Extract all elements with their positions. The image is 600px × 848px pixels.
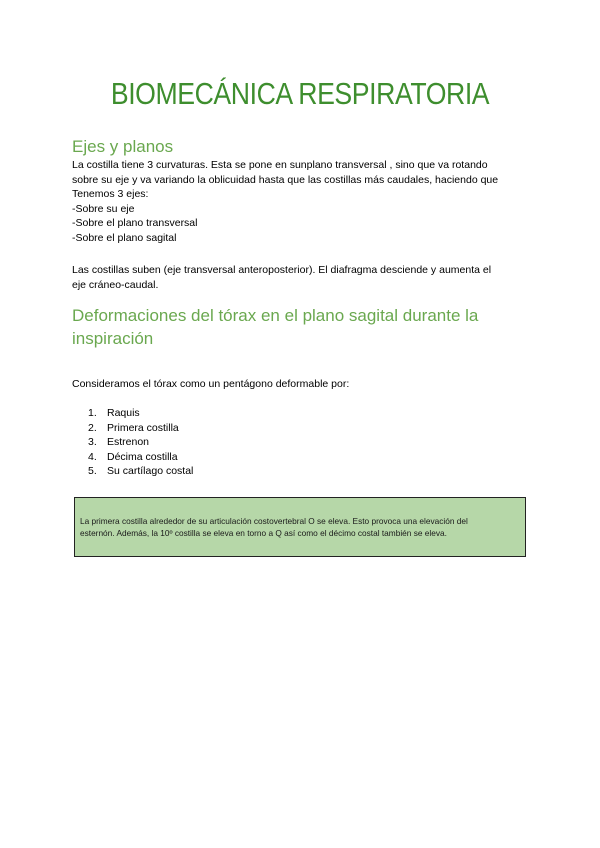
- text-line: Tenemos 3 ejes:: [72, 188, 149, 201]
- list-text: Décima costilla: [107, 450, 178, 463]
- list-number: 5.: [88, 465, 97, 478]
- text-line: -Sobre el plano sagital: [72, 231, 177, 244]
- list-number: 3.: [88, 436, 97, 449]
- list-item: [88, 421, 193, 436]
- list-number: 2.: [88, 421, 97, 434]
- list-item: [88, 435, 193, 450]
- text-line: -Sobre su eje: [72, 202, 135, 215]
- text-line: eje cráneo-caudal.: [72, 278, 159, 291]
- numbered-list: [88, 406, 193, 479]
- section2-intro: Consideramos el tórax como un pentágono deformable por:: [72, 378, 350, 390]
- list-item: [88, 450, 193, 465]
- list-item: [88, 464, 193, 479]
- list-item: [88, 406, 193, 421]
- section-heading-deformaciones: Deformaciones del tórax en el plano sagital durante la inspiración: [72, 306, 479, 348]
- list-number: 4.: [88, 450, 97, 463]
- list-number: 1.: [88, 407, 97, 419]
- note-line: La primera costilla alrededor de su articulación costovertebral O se eleva. Esto provoca una elevación del: [80, 516, 468, 526]
- note-line: esternón. Además, la 10º costilla se eleva en torno a Q así como el décimo costal también se eleva.: [80, 528, 447, 538]
- highlight-note-box: [74, 497, 526, 557]
- list-text: Estrenon: [107, 436, 150, 449]
- page-title: BIOMECÁNICA RESPIRATORIA: [110, 76, 490, 111]
- section1-paragraph-2: [72, 263, 542, 292]
- section1-paragraph: [72, 158, 542, 246]
- list-text: Su cartílago costal: [107, 465, 194, 478]
- section-heading-ejes-y-planos: Ejes y planos: [72, 137, 174, 156]
- text-line: sobre su eje y va variando la oblicuidad hasta que las costillas más caudales, haciendo que: [72, 173, 499, 186]
- list-text: Primera costilla: [107, 421, 179, 434]
- text-line: La costilla tiene 3 curvaturas. Esta se pone en sunplano transversal , sino que va rotando: [72, 159, 488, 171]
- text-line: Las costillas suben (eje transversal anteroposterior). El diafragma desciende y aumenta el: [72, 264, 492, 276]
- list-text: Raquis: [107, 407, 140, 419]
- text-line: -Sobre el plano transversal: [72, 217, 198, 230]
